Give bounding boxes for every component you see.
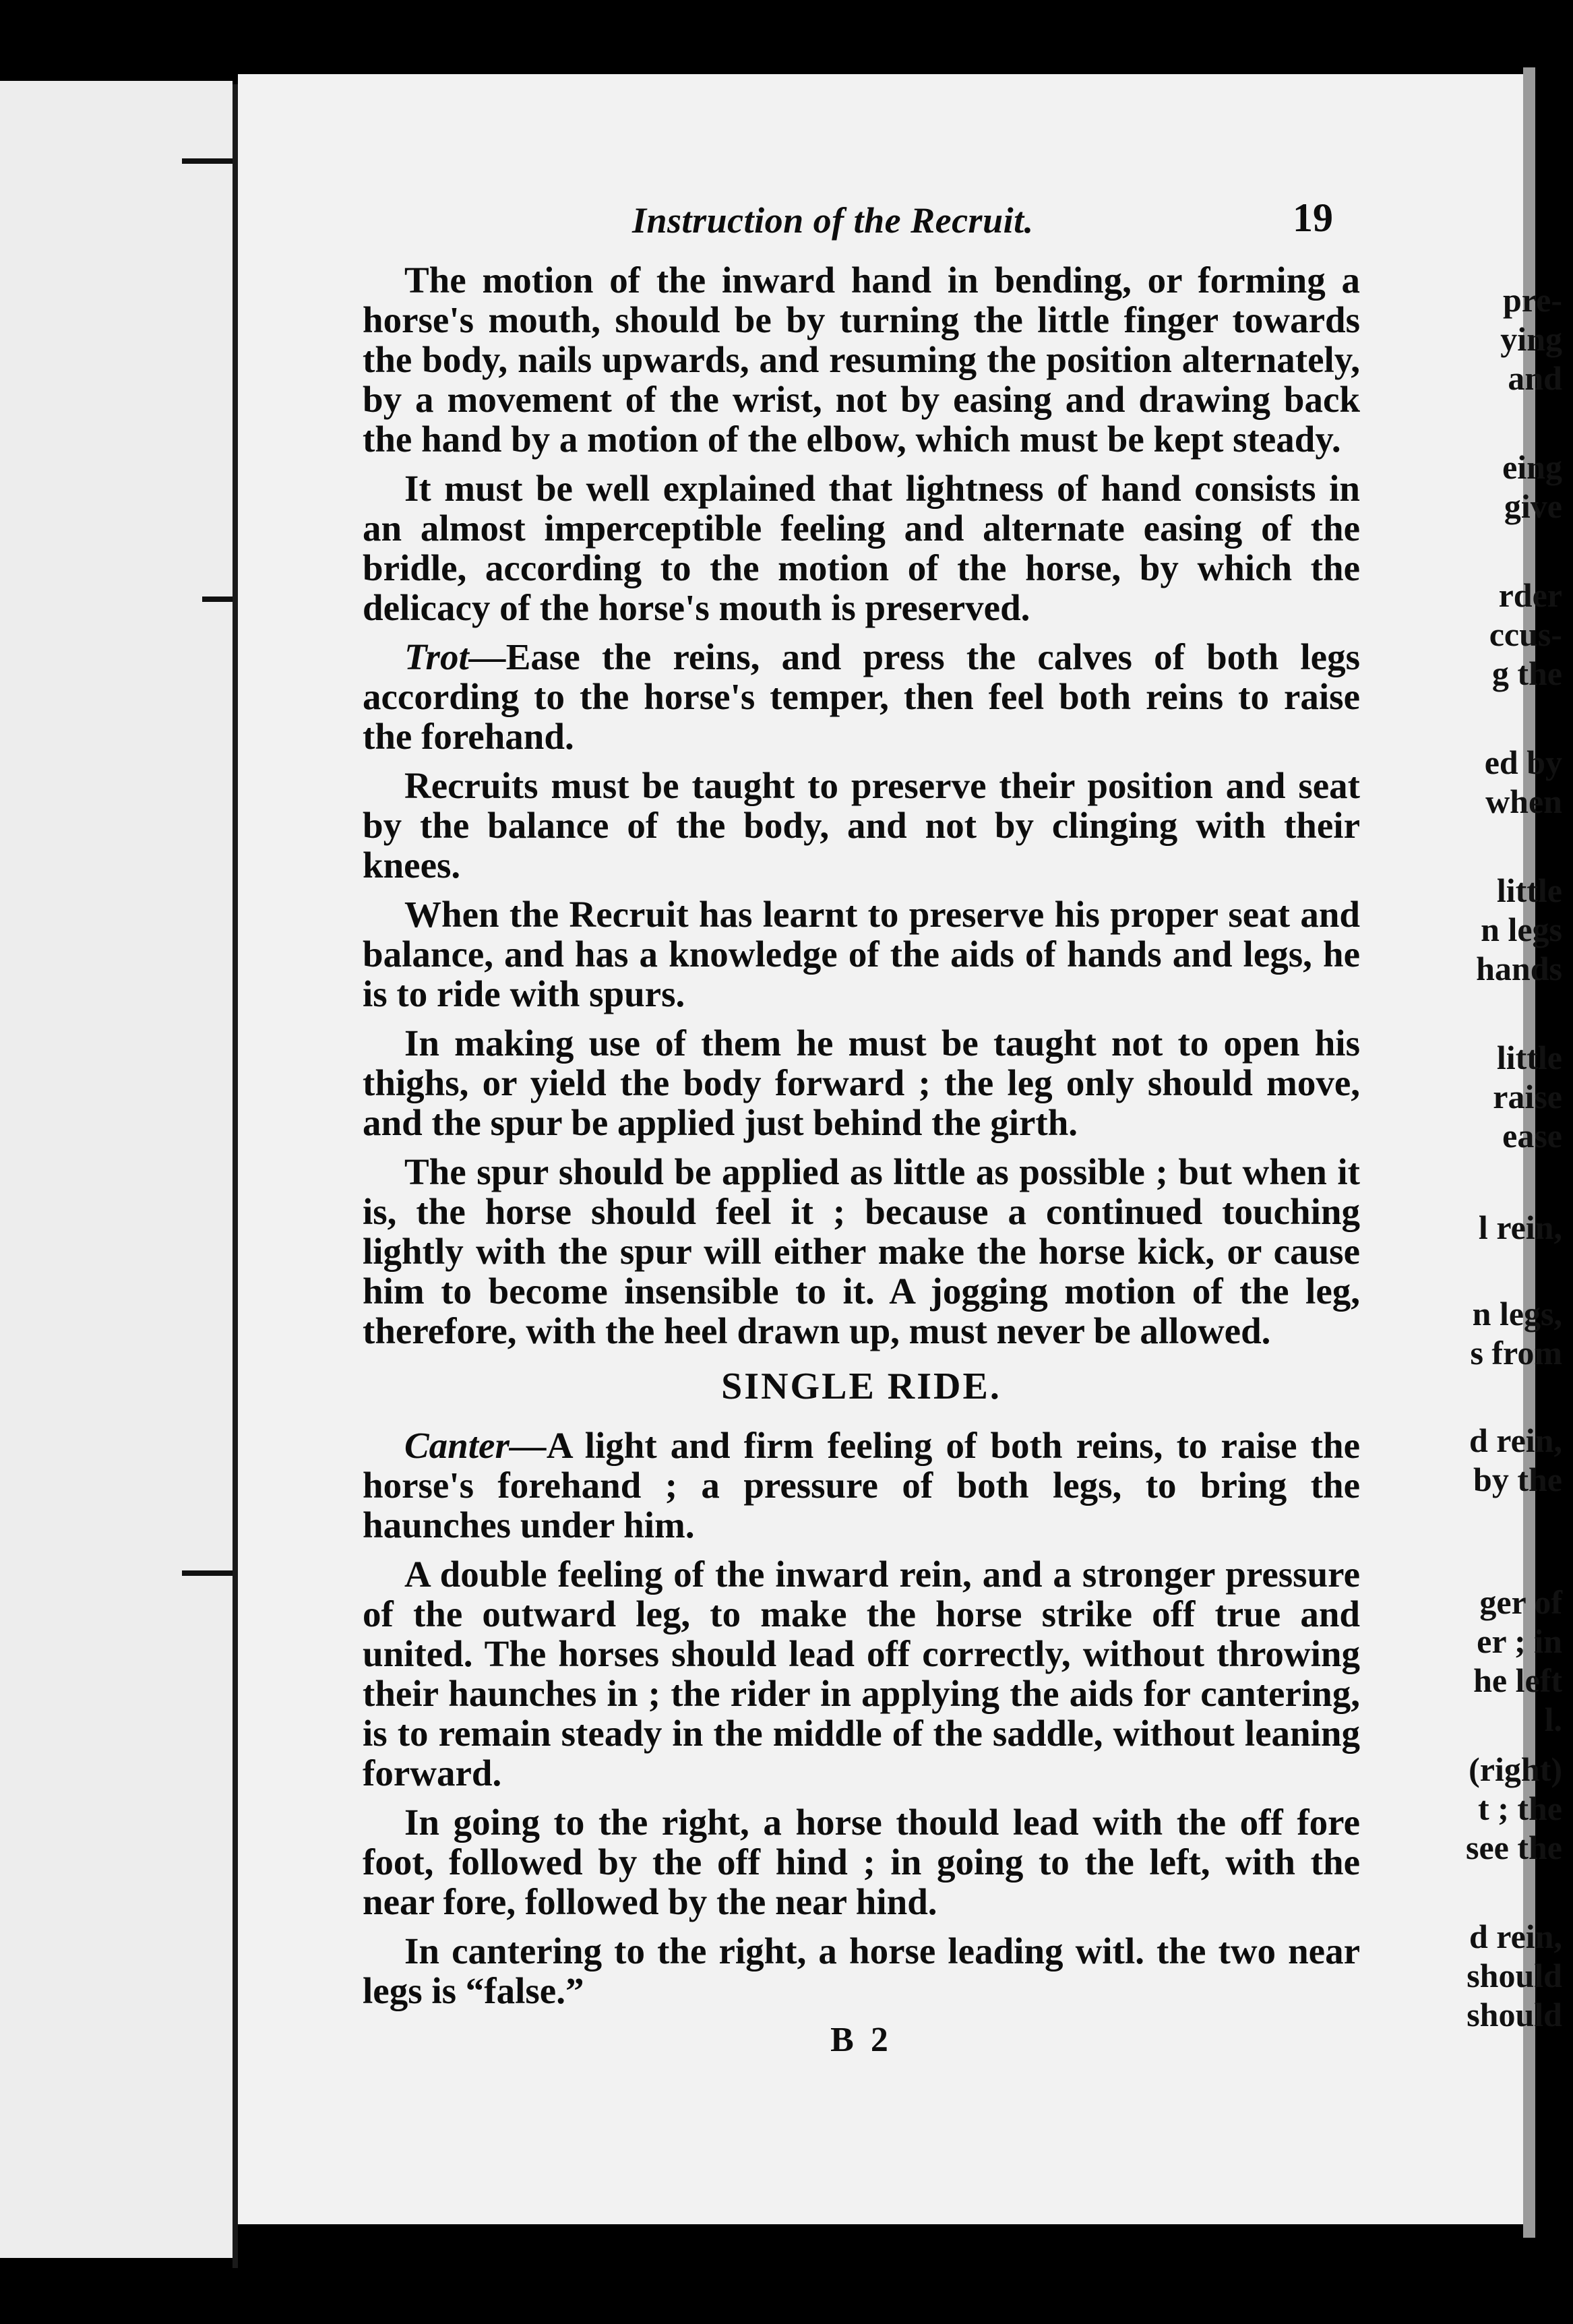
paragraph <box>363 894 1360 1014</box>
paragraph-text: Recruits must be taught to preserve their position and seat by the balance of the body, and not by clinging with their knees. <box>363 765 1360 886</box>
left-page-fragment: little <box>1496 1039 1562 1076</box>
left-page-fragment: pre- <box>1503 281 1562 319</box>
previous-page-edge <box>0 81 233 2258</box>
left-page-fragment: n legs <box>1481 911 1562 948</box>
left-page-fragment: l. <box>1544 1701 1562 1738</box>
paragraph-text: A light and firm feeling of both reins, to raise the horse's forehand ; a pressure of both legs, to bring the haunches under him. <box>363 1425 1360 1546</box>
left-page-fragment: s from <box>1470 1334 1562 1372</box>
paragraph-text: When the Recruit has learnt to preserve his proper seat and balance, and has a knowledge of the aids of hands and legs, he is to ride with spurs. <box>363 894 1360 1014</box>
left-page-fragment: little <box>1496 872 1562 909</box>
signature-mark: B 2 <box>830 2021 892 2059</box>
paragraph-text: In cantering to the right, a horse leading witl. the two near legs is “false.” <box>363 1930 1360 2011</box>
paragraph-text: It must be well explained that lightness of hand consists in an almost imperceptible feeling and alternate easing of the bridle, according to the motion of the horse, by which the delicacy of the horse's mouth is preserved. <box>363 468 1360 628</box>
left-page-fragment: see the <box>1466 1829 1562 1866</box>
paragraph <box>363 1931 1360 2011</box>
paragraph-lead: Canter— <box>404 1425 547 1466</box>
paragraph-text: The spur should be applied as little as possible ; but when it is, the horse should feel it ; because a continued touching lightly with the spur will either make the horse kick, or cause him to become insensible to it. A jogging motion of the leg, therefore, with the heel drawn up, must never be allowed. <box>363 1151 1360 1351</box>
left-page-fragment: by the <box>1473 1461 1562 1498</box>
left-page-fragment: ed by <box>1484 743 1562 781</box>
paragraph <box>363 1023 1360 1142</box>
left-page-fragment: g the <box>1491 654 1562 692</box>
left-page-fragment: n legs, <box>1472 1295 1562 1333</box>
paragraph <box>363 637 1360 756</box>
left-page-fragment: t ; the <box>1478 1790 1562 1827</box>
left-page-fragment: ease <box>1502 1117 1562 1155</box>
paragraph-text: The motion of the inward hand in bending, or forming a horse's mouth, should be by turning the little finger towards the body, nails upwards, and resuming the position alternately, by a movement of the wrist, not by easing and drawing back the hand by a motion of the elbow, which must be kept steady. <box>363 259 1360 460</box>
paragraph-text: Ease the reins, and press the calves of both legs according to the horse's temper, then feel both reins to raise the forehand. <box>363 636 1360 757</box>
paragraph <box>363 1802 1360 1922</box>
left-page-fragment: should <box>1467 1957 1562 1994</box>
paragraph-lead: Trot— <box>404 636 506 677</box>
left-page-fragment: raise <box>1493 1078 1562 1115</box>
left-page-fragment: eing <box>1502 448 1562 486</box>
left-page-fragment: ccus- <box>1489 615 1562 653</box>
paragraph <box>363 1426 1360 1545</box>
left-page-fragment: d rein, <box>1469 1421 1562 1459</box>
main-page <box>238 74 1523 2224</box>
paragraph <box>363 260 1360 459</box>
paragraph <box>363 1554 1360 1793</box>
paragraph-text: In making use of them he must be taught not to open his thighs, or yield the body forward ; the leg only should move, and the spur be applied just behind the girth. <box>363 1022 1360 1143</box>
left-page-fragment: (right) <box>1469 1750 1562 1788</box>
paragraph <box>363 1152 1360 1351</box>
left-page-fragment: er ; in <box>1477 1622 1562 1660</box>
left-page-fragment: when <box>1485 783 1562 820</box>
paragraph <box>363 766 1360 885</box>
left-page-fragment: ying <box>1500 320 1562 358</box>
running-head-title: Instruction of the Recruit. <box>632 200 1034 241</box>
left-page-fragment: he left <box>1473 1661 1562 1699</box>
left-page-fragment: rder <box>1498 576 1562 614</box>
left-page-fragment: give <box>1504 487 1562 525</box>
left-page-fragment: hands <box>1476 950 1562 987</box>
gutter-line <box>233 84 238 2268</box>
left-page-fragment: d rein, <box>1469 1918 1562 1955</box>
left-page-fragment: should <box>1467 1996 1562 2034</box>
left-page-fragment: l rein, <box>1478 1209 1562 1246</box>
left-page-fragment: and <box>1508 359 1562 397</box>
section-heading: SINGLE RIDE. <box>721 1366 1001 1407</box>
left-page-fragment: ger of <box>1479 1583 1562 1621</box>
running-head <box>363 195 1360 255</box>
paragraph-text: In going to the right, a horse thould lead with the off fore foot, followed by the off hind ; in going to the left, with the near fore, followed by the near hind. <box>363 1802 1360 1922</box>
page-number: 19 <box>1293 195 1333 240</box>
page-text <box>363 195 1360 2060</box>
paragraph <box>363 468 1360 628</box>
paragraph-text: A double feeling of the inward rein, and a stronger pressure of the outward leg, to make the horse strike off true and united. The horses should lead off correctly, without throwing their haunches in ; the rider in applying the aids for cantering, is to remain steady in the middle of the saddle, without leaning forward. <box>363 1554 1360 1794</box>
